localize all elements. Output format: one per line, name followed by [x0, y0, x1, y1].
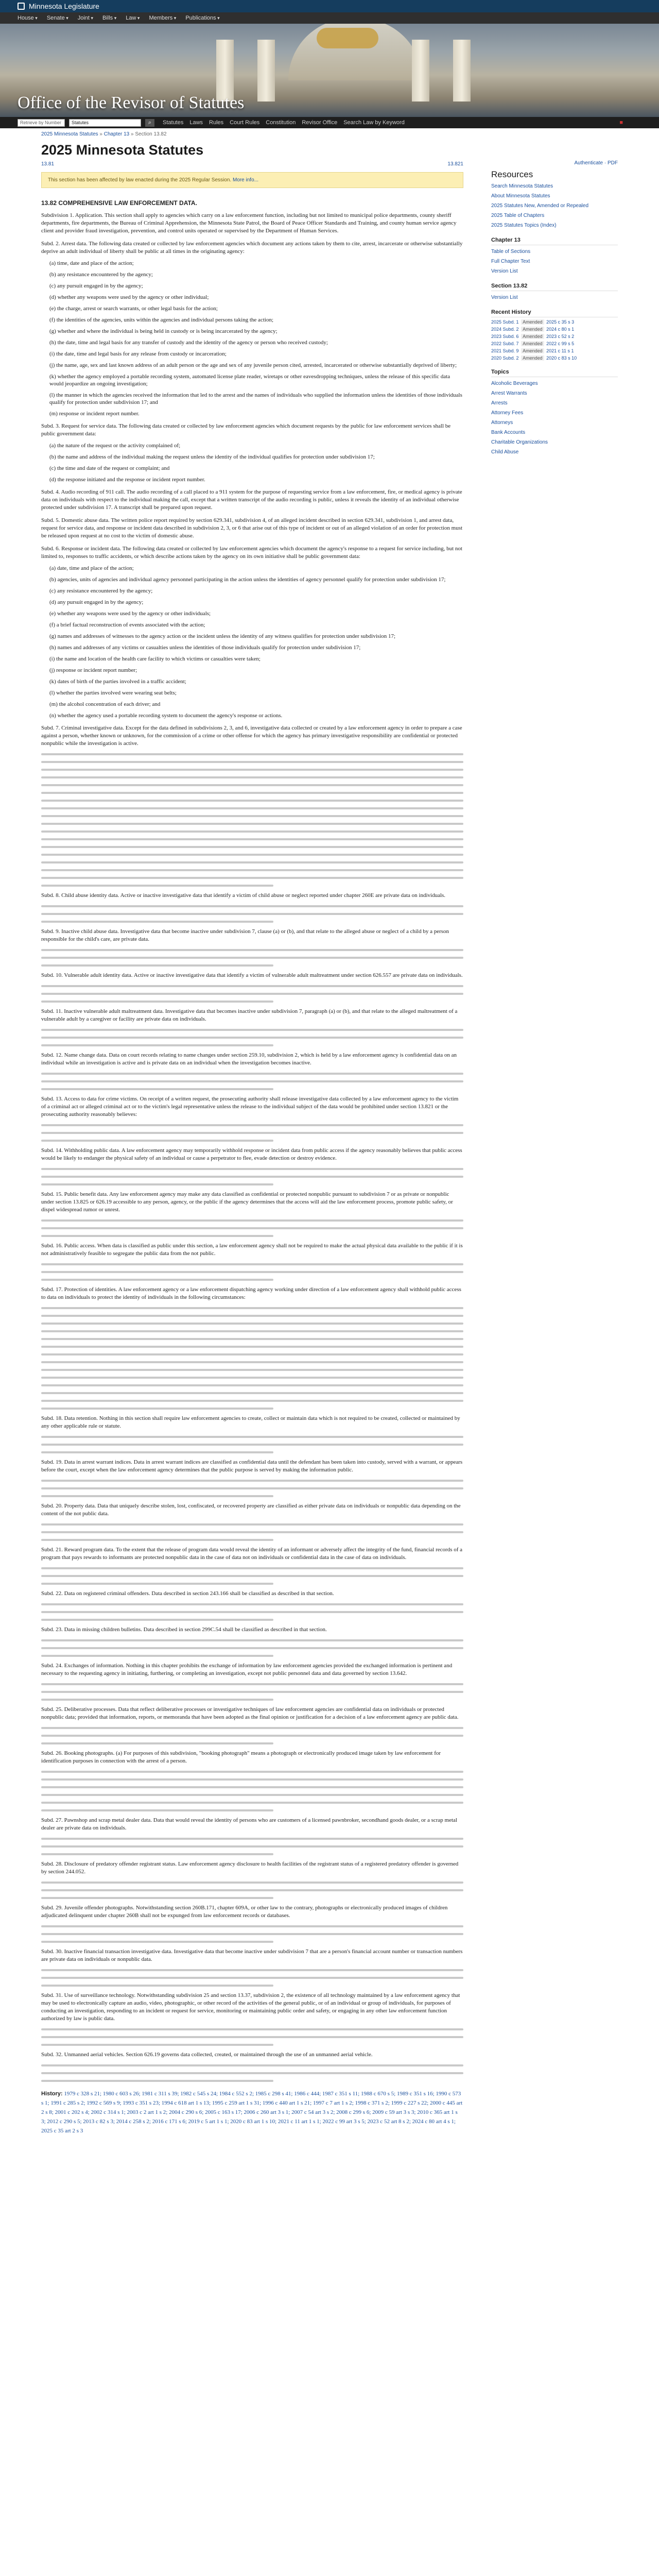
text-line — [41, 1361, 463, 1363]
subdivision-text: Subd. 25. Deliberative processes. Data that reflect deliberative processes or investigative techniques of law enforcement agencies are confidential data on individuals or protected nonpublic data; provided that information, reports, or memoranda that have been adopted as the final opinion or justification for a decision of a law enforcement agency are public data. — [41, 1706, 459, 1720]
subdivision-text: Subd. 6. Response or incident data. The following data created or collected by law enforcement agencies which document the agency's response to a request for service including, but not limited to, responses to traffic accidents, or which describe actions taken by the agency on its own initiative shall be public government data: — [41, 546, 462, 560]
section-version-link[interactable]: Version List — [491, 295, 518, 300]
text-line — [41, 854, 463, 856]
list-item: (m) response or incident report number. — [49, 411, 140, 417]
history-label: History: — [41, 2091, 63, 2097]
history-year: 2025 Subd. 1 — [491, 319, 519, 325]
list-item: (b) agencies, units of agencies and individual agency personnel participating in the action unless the identities of agency personnel qualify for protection under subdivision 17; — [49, 577, 446, 583]
history-row[interactable] — [491, 341, 618, 346]
topic-link[interactable]: Arrest Warrants — [491, 391, 527, 396]
breadcrumb — [41, 131, 618, 137]
list-item: (b) any resistance encountered by the agency; — [49, 272, 153, 278]
site-name[interactable]: Minnesota Legislature — [29, 2, 99, 10]
text-line — [41, 1330, 463, 1332]
resource-link[interactable]: Search Minnesota Statutes — [491, 183, 553, 189]
nav-law[interactable]: Law ▾ — [126, 15, 140, 21]
topic-link[interactable]: Attorney Fees — [491, 410, 524, 416]
list-item: (l) the manner in which the agencies received the information that led to the arrest and the names of individuals who supplied the information unless the identities of those individuals qualify for protection under subdivision 17; and — [49, 392, 462, 405]
crumb-separator: » — [129, 131, 135, 137]
text-line — [41, 1727, 463, 1729]
text-line — [41, 1124, 463, 1126]
text-line — [41, 1495, 273, 1497]
text-line — [41, 1786, 463, 1788]
text-line — [41, 800, 463, 802]
text-line — [41, 1925, 463, 1927]
nav-senate[interactable]: Senate ▾ — [47, 15, 68, 21]
list-item: (e) the charge, arrest or search warrants, or other legal basis for the action; — [49, 306, 218, 312]
history-year: 2023 Subd. 6 — [491, 334, 519, 339]
text-line — [41, 1941, 273, 1943]
history-year: 2022 Subd. 7 — [491, 341, 519, 346]
history-row[interactable] — [491, 327, 618, 332]
text-line — [41, 1691, 463, 1693]
text-line — [41, 1853, 273, 1855]
link-laws[interactable]: Laws — [189, 120, 203, 126]
sidebar — [491, 160, 618, 455]
notice-text: This section has been affected by law enacted during the 2025 Regular Session. — [48, 177, 232, 183]
text-line — [41, 1037, 463, 1039]
subdivision-text: Subd. 30. Inactive financial transaction investigative data. Investigative data that become inactive under subdivision 7 that are a person's financial account number or transaction numbers are private data on individuals or nonpublic data. — [41, 1948, 463, 1962]
list-item: (b) the name and address of the individual making the request unless the identity of the individual qualifies for protection under subdivision 17; — [49, 454, 375, 460]
text-line — [41, 1400, 463, 1402]
topics-heading: Topics — [491, 369, 618, 377]
text-line — [41, 1384, 463, 1386]
text-line — [41, 1809, 273, 1811]
subdivision-text: Subd. 24. Exchanges of information. Nothing in this chapter prohibits the exchange of information by law enforcement agencies provided the exchanged information is pertinent and necessary to the requesting agency in initiating, furthering, or completing an investigation, except not public personnel data and data governed by section 13.642. — [41, 1663, 453, 1676]
subdivision-text: Subd. 22. Data on registered criminal offenders. Data described in section 243.166 shall be classified as described in that section. — [41, 1590, 334, 1597]
subdivision-text: Subd. 9. Inactive child abuse data. Investigative data that become inactive under subdivision 7, clause (a) or (b), and that relate to the alleged abuse or neglect of a child by a person responsible for the child's care, are private data. — [41, 928, 449, 942]
main-nav — [0, 12, 659, 24]
text-line — [41, 1436, 463, 1438]
list-item: (f) the identities of the agencies, units within the agencies and individual persons taking the action; — [49, 317, 273, 323]
subdivision-text: Subd. 17. Protection of identities. A law enforcement agency or a law enforcement dispatching agency working under direction of a law enforcement agency shall withhold public access to data on individuals to protect the identity of individuals in the following circumstances: — [41, 1286, 461, 1300]
topics-list — [491, 380, 618, 455]
text-line — [41, 1271, 463, 1273]
text-line — [41, 1977, 463, 1979]
text-line — [41, 1227, 463, 1229]
quadriga-sculpture-image — [317, 28, 378, 48]
text-line — [41, 1683, 463, 1685]
text-line — [41, 1838, 463, 1840]
link-rules[interactable]: Rules — [209, 120, 224, 126]
topic-link[interactable]: Charitable Organizations — [491, 439, 548, 445]
column-image — [412, 40, 429, 101]
subdivision-text: Subd. 11. Inactive vulnerable adult maltreatment data. Investigative data that becomes inactive under subdivision 7, paragraph (a) or (b), and that relate to the alleged maltreatment of a vulnerable adult by a caregiver or facility are private data on individuals. — [41, 1008, 458, 1022]
text-line — [41, 2036, 463, 2038]
text-line — [41, 753, 463, 755]
history-status: Amended — [521, 319, 544, 325]
text-line — [41, 792, 463, 794]
history-cite: 2020 c 83 s 10 — [546, 355, 577, 361]
list-item: (g) whether and where the individual is being held in custody or is being incarcerated by the agency; — [49, 328, 278, 334]
text-line — [41, 1699, 273, 1701]
text-line — [41, 1845, 463, 1848]
text-line — [41, 985, 463, 987]
text-line — [41, 1619, 273, 1621]
text-line — [41, 1897, 273, 1899]
text-line — [41, 905, 463, 907]
subd2-list — [41, 260, 463, 417]
recent-history-list — [491, 319, 618, 361]
list-item: (c) the time and date of the request or complaint; and — [49, 465, 170, 471]
text-line — [41, 1523, 463, 1526]
text-line — [41, 1219, 463, 1222]
text-line — [41, 993, 463, 995]
text-line — [41, 1794, 463, 1796]
authenticate-link[interactable]: Authenticate — [574, 160, 603, 166]
history-row[interactable] — [491, 348, 618, 353]
resource-link[interactable]: About Minnesota Statutes — [491, 193, 550, 199]
text-line — [41, 2064, 463, 2066]
text-line — [41, 1539, 273, 1541]
subdivision-text: Subd. 26. Booking photographs. (a) For purposes of this subdivision, "booking photograph" means a photograph or electronically produced image taken by law enforcement for identification purposes in connection with the arrest of a person. — [41, 1750, 441, 1764]
history-year: 2020 Subd. 2 — [491, 355, 519, 361]
subdivision-text: Subd. 2. Arrest data. The following data created or collected by law enforcement agencies which document any actions taken by them to cite, arrest, incarcerate or otherwise substantially deprive an adult individual of liberty shall be public at all times in the originating agency: — [41, 241, 463, 255]
subdivision-text: Subd. 29. Juvenile offender photographs. Notwithstanding section 260B.171, chapter 609A, or other law to the contrary, photographs or electronically produced images of children adjudicated delinquent under chapter 260B shall not be expunged from law enforcement records or databases. — [41, 1905, 448, 1919]
search-bar — [0, 117, 659, 128]
subdivision-text: Subd. 4. Audio recording of 911 call. The audio recording of a call placed to a 911 system for the purpose of requesting service from a law enforcement, fire, or medical agency is private data on individuals with respect to the individual making the call, except that a written transcript of the audio recording is public, unless it reveals the identity of an individual otherwise protected under subdivision 17. A transcript shall be prepared upon request. — [41, 489, 462, 511]
text-line — [41, 1132, 463, 1134]
text-line — [41, 1575, 463, 1577]
text-line — [41, 1583, 273, 1585]
history-citations[interactable]: 1979 c 328 s 21; 1980 c 603 s 26; 1981 c 311 s 39; 1982 c 545 s 24; 1984 c 552 s 2; 1985 c 298 s 41; 1986 c 444; 1987 c 351 s 11; 1988 c 670 s 5; 1989 c 351 s 16; 1990 c 573 s 1; 1991 c 285 s 2; 1992 c 569 s 9; 1993 c 351 s 23; 1994 c 618 art 1 s 13; 1995 c 259 art 1 s 31; 1996 c 440 art 1 s 21; 1997 c 7 art 1 s 2; 1998 c 371 s 2; 1999 c 227 s 22; 2000 c 445 art 2 s 8; 2001 c 202 s 4; 2002 c 314 s 1; 2003 c 2 art 1 s 2; 2004 c 290 s 6; 2005 c 163 s 17; 2006 c 260 art 3 s 1; 2007 c 54 art 3 s 2; 2008 c 299 s 6; 2009 c 59 art 3 s 3; 2010 c 365 art 1 s 3; 2012 c 290 s 5; 2013 c 82 s 3; 2014 c 258 s 2; 2016 c 171 s 6; 2019 c 5 art 1 s 1; 2020 c 83 art 1 s 10; 2021 c 11 art 1 s 1; 2022 c 99 art 3 s 5; 2023 c 52 art 8 s 2; 2024 c 80 art 4 s 1; 2025 c 35 art 2 s 3 — [41, 2091, 463, 2134]
text-line — [41, 1567, 463, 1569]
subd6-list — [41, 565, 463, 719]
text-line — [41, 1735, 463, 1737]
history-cite: 2021 c 11 s 1 — [546, 348, 574, 353]
subdivision-text: Subd. 3. Request for service data. The following data created or collected by law enforcement agencies which document requests by the public for law enforcement services shall be public government data: — [41, 423, 451, 437]
subdivision-text: Subd. 10. Vulnerable adult identity data. Active or inactive investigative data that identify a victim of vulnerable adult maltreatment under section 626.557 are private data on individuals. — [41, 972, 463, 978]
subdivision-text: Subd. 18. Data retention. Nothing in this section shall require law enforcement agencies to create, collect or maintain data which is not required to be created, collected or maintained by any other applicable rule or statute. — [41, 1415, 460, 1429]
list-item: (a) the nature of the request or the activity complained of; — [49, 443, 181, 449]
subdivision-text: Subd. 8. Child abuse identity data. Active or inactive investigative data that identify a victim of child abuse or neglect reported under chapter 260E are private data on individuals. — [41, 892, 446, 899]
session-notice — [41, 172, 463, 188]
list-item: (e) whether any weapons were used by the agency or other individuals; — [49, 611, 211, 617]
topic-link[interactable]: Bank Accounts — [491, 430, 526, 435]
subdivision-text: Subd. 20. Property data. Data that uniquely describe stolen, lost, confiscated, or recovered property are classified as either private data on individuals or nonpublic data depending on the content of the not public data. — [41, 1503, 461, 1517]
subdivision-text: Subd. 21. Reward program data. To the extent that the release of program data would reveal the identity of an informant or adversely affect the integrity of the fund, financial records of a program that pays rewards to informants are protected nonpublic data in the case of data not on individuals or confidential data in the case of data on individuals. — [41, 1547, 463, 1561]
text-line — [41, 861, 463, 863]
text-line — [41, 831, 463, 833]
next-section-link[interactable]: 13.821 — [447, 161, 463, 167]
text-line — [41, 885, 273, 887]
prev-section-link[interactable]: 13.81 — [41, 161, 55, 167]
list-item: (d) any pursuit engaged in by the agency; — [49, 599, 144, 605]
text-line — [41, 1140, 273, 1142]
authenticate-bar: Authenticate · PDF — [574, 160, 618, 166]
text-line — [41, 776, 463, 778]
subdivision-text: Subd. 5. Domestic abuse data. The written police report required by section 629.341, subdivision 4, of an alleged incident described in section 629.341, subdivision 1, and arrest data, request for service data, and response or incident data described in subdivision 2, 3, or 6 that arise out of this type of incident or out of an alleged violation of an order for protection must be released upon request at no cost to the victim of domestic abuse. — [41, 517, 463, 539]
subdivision-text: Subd. 23. Data in missing children bulletins. Data described in section 299C.54 shall be classified as described in that section. — [41, 1626, 327, 1633]
history-status: Amended — [521, 355, 544, 361]
text-line — [41, 1001, 273, 1003]
subdivision-text: Subd. 13. Access to data for crime victims. On receipt of a written request, the prosecuting authority shall release investigative data collected by a law enforcement agency to the victim of a criminal act or alleged criminal act or to the victim's legal representative unless the release to the individual subject of the data would be prohibited under section 13.821 or the prosecuting authority reasonably believes: — [41, 1096, 459, 1117]
text-line — [41, 1771, 463, 1773]
text-line — [41, 921, 273, 923]
crumb-section: Section 13.82 — [135, 131, 167, 137]
text-line — [41, 1480, 463, 1482]
topic-link[interactable]: Attorneys — [491, 420, 513, 426]
crumb-statutes[interactable]: 2025 Minnesota Statutes — [41, 131, 98, 137]
text-line — [41, 784, 463, 786]
history-cite: 2023 c 52 s 2 — [546, 334, 575, 339]
list-item: (k) dates of birth of the parties involved in a traffic accident; — [49, 679, 186, 685]
subdivision-text: Subdivision 1. Application. This section shall apply to agencies which carry on a law enforcement function, including but not limited to municipal police departments, county sheriff departments, fire departments, the Bureau of Criminal Apprehension, the Minnesota State Patrol, the Board of Peace Officer Standards and Training, and county human service agency client and provider fraud investigation, prevention, and control units operated or supervised by the Department of Human Services. — [41, 212, 457, 234]
subdivision-text: Subd. 32. Unmanned aerial vehicles. Section 626.19 governs data collected, created, or maintained through the use of an unmanned aerial vehicle. — [41, 2052, 373, 2058]
text-line — [41, 1802, 463, 1804]
text-line — [41, 761, 463, 763]
text-line — [41, 815, 463, 817]
text-line — [41, 1778, 463, 1781]
link-revisor-office[interactable]: Revisor Office — [302, 120, 338, 126]
nav-publications[interactable]: Publications ▾ — [185, 15, 219, 21]
subdivision-text: Subd. 14. Withholding public data. A law enforcement agency may temporarily withhold response or incident data from public access if the agency reasonably believes that public access would be likely to endanger the physical safety of an individual or cause a perpetrator to flee, evade detection or destroy evidence. — [41, 1147, 462, 1161]
history-row[interactable] — [491, 319, 618, 325]
page-title: 2025 Minnesota Statutes — [41, 142, 204, 158]
text-line — [41, 1307, 463, 1309]
print-icon[interactable]: ■ — [619, 120, 623, 126]
subdivision-text: Subd. 28. Disclosure of predatory offender registrant status. Law enforcement agency disclosure to health facilities of the registrant status of a registered predatory offender is governed by section 244.052. — [41, 1861, 459, 1875]
resource-link[interactable]: 2025 Statutes New, Amended or Repealed — [491, 203, 589, 209]
text-line — [41, 949, 463, 951]
topic-link[interactable]: Alcoholic Beverages — [491, 381, 538, 386]
text-line — [41, 2072, 463, 2074]
nav-bills[interactable]: Bills ▾ — [102, 15, 116, 21]
chapter-link[interactable]: Version List — [491, 268, 518, 274]
text-line — [41, 877, 463, 879]
text-line — [41, 1487, 463, 1489]
text-line — [41, 1323, 463, 1325]
resources-title: Resources — [491, 170, 533, 179]
text-line — [41, 1451, 273, 1453]
text-line — [41, 1080, 463, 1082]
history-year: 2024 Subd. 2 — [491, 327, 519, 332]
text-line — [41, 1392, 463, 1394]
nav-house[interactable]: House ▾ — [18, 15, 38, 21]
subdivision-text: Subd. 19. Data in arrest warrant indices. Data in arrest warrant indices are classified as confidential data until the defendant has been taken into custody, served with a warrant, or appears before the court, except when the law enforcement agency determines that the public purpose is served by making the information public. — [41, 1459, 463, 1473]
resource-link[interactable]: 2025 Table of Chapters — [491, 213, 545, 218]
list-item: (n) whether the agency used a portable recording system to document the agency's response or actions. — [49, 713, 283, 719]
search-scope-select[interactable]: Statutes — [69, 119, 141, 127]
text-line — [41, 1369, 463, 1371]
text-line — [41, 769, 463, 771]
nav-members[interactable]: Members ▾ — [149, 15, 176, 21]
subdivision-text: Subd. 7. Criminal investigative data. Except for the data defined in subdivisions 2, 3, and 6, investigative data collected or created by a law enforcement agency in order to prepare a case against a person, whether known or unknown, for the commission of a crime or other offense for which the agency has primary investigative responsibility are confidential or protected nonpublic while the investigation is active. — [41, 725, 462, 747]
text-line — [41, 957, 463, 959]
resource-link[interactable]: 2025 Statutes Topics (Index) — [491, 223, 557, 228]
list-item: (d) the response initiated and the response or incident report number. — [49, 477, 205, 483]
list-item: (m) the alcohol concentration of each driver; and — [49, 701, 161, 707]
text-line — [41, 1176, 463, 1178]
text-line — [41, 1639, 463, 1641]
text-line — [41, 2044, 273, 2046]
text-line — [41, 1408, 273, 1410]
section-side-heading: Section 13.82 — [491, 283, 618, 291]
history-cite: 2022 c 99 s 5 — [546, 341, 575, 346]
list-item: (h) the date, time and legal basis for any transfer of custody and the identity of the agency or person who received custody; — [49, 340, 328, 346]
text-line — [41, 1044, 273, 1046]
pdf-link[interactable]: PDF — [608, 160, 618, 166]
list-item: (f) a brief factual reconstruction of events associated with the action; — [49, 622, 205, 628]
text-line — [41, 1377, 463, 1379]
subdivision-text: Subd. 16. Public access. When data is classified as public under this section, a law enforcement agency shall not be required to make the actual physical data available to the public if it is not administratively feasible to segregate the public data from the not public. — [41, 1243, 463, 1257]
remaining-subdivisions — [41, 724, 463, 2082]
search-icon: ⌕ — [148, 119, 152, 126]
text-line — [41, 1315, 463, 1317]
list-item: (c) any pursuit engaged in by the agency; — [49, 283, 143, 289]
mn-logo-icon — [18, 3, 25, 10]
link-search-keyword[interactable]: Search Law by Keyword — [343, 120, 405, 126]
resources-list — [491, 183, 618, 229]
text-line — [41, 1183, 273, 1185]
statute-body — [41, 159, 463, 2136]
text-line — [41, 823, 463, 825]
content-wrapper — [41, 128, 618, 2134]
chapter-link[interactable]: Full Chapter Text — [491, 259, 530, 264]
text-line — [41, 1603, 463, 1605]
list-item: (c) any resistance encountered by the agency; — [49, 588, 153, 594]
text-line — [41, 1263, 463, 1265]
text-line — [41, 1969, 463, 1971]
text-line — [41, 1611, 463, 1613]
list-item: (g) names and addresses of witnesses to the agency action or the incident unless the identity of any witness qualifies for protection under subdivision 17; — [49, 633, 396, 639]
text-line — [41, 1279, 273, 1281]
history-status: Amended — [521, 341, 544, 346]
subdivision-text: Subd. 31. Use of surveillance technology. Notwithstanding subdivision 25 and section 13.37, subdivision 2, the existence of all technology maintained by a law enforcement agency that may be used to electronically capture an audio, video, photographic, or other record of the activities of the general public, or of an individual or group of individuals, for purposes of conducting an investigation, responding to an incident or request for service, monitoring or maintaining public order and safety, or engaging in any other law enforcement function authorized by law is public data. — [41, 1992, 460, 2022]
text-line — [41, 869, 463, 871]
text-line — [41, 1933, 463, 1935]
section-links — [491, 294, 618, 301]
column-image — [216, 40, 234, 101]
recent-history-heading: Recent History — [491, 309, 618, 317]
chapter-heading: Chapter 13 — [491, 237, 618, 245]
list-item: (j) response or incident report number; — [49, 667, 137, 673]
chapter-link[interactable]: Table of Sections — [491, 249, 531, 255]
section-heading: 13.82 COMPREHENSIVE LAW ENFORCEMENT DATA. — [41, 199, 197, 207]
hero-title: Office of the Revisor of Statutes — [18, 93, 245, 112]
history-status: Amended — [521, 348, 544, 353]
history-status: Amended — [521, 334, 544, 339]
link-constitution[interactable]: Constitution — [266, 120, 296, 126]
history-cite: 2024 c 80 s 1 — [546, 327, 575, 332]
text-line — [41, 2080, 273, 2082]
text-line — [41, 2028, 463, 2030]
list-item: (a) date, time and place of the action; — [49, 565, 134, 571]
subdivision-text: Subd. 27. Pawnshop and scrap metal dealer data. Data that would reveal the identity of persons who are customers of a licensed pawnbroker, secondhand goods dealer, or a scrap metal dealer are private data on individuals. — [41, 1817, 457, 1831]
nav-joint[interactable]: Joint ▾ — [78, 15, 93, 21]
text-line — [41, 838, 463, 840]
crumb-separator: » — [98, 131, 104, 137]
history-row[interactable] — [491, 334, 618, 339]
history-status: Amended — [521, 327, 544, 332]
list-item: (j) the name, age, sex and last known address of an adult person or the age and sex of any juvenile person cited, arrested, incarcerated or otherwise substantially deprived of liberty; — [49, 362, 457, 368]
list-item: (h) names and addresses of any victims or casualties unless the identities of those individuals qualify for protection under subdivision 17; — [49, 645, 361, 651]
history-block — [41, 2089, 463, 2136]
hero-banner — [0, 24, 659, 117]
text-line — [41, 1655, 273, 1657]
text-line — [41, 1647, 463, 1649]
history-cite: 2025 c 35 s 3 — [546, 319, 575, 325]
list-item: (l) whether the parties involved were wearing seat belts; — [49, 690, 177, 696]
topic-link[interactable]: Arrests — [491, 400, 508, 406]
list-item: (d) whether any weapons were used by the agency or other individual; — [49, 294, 209, 300]
search-button[interactable] — [145, 119, 154, 127]
topic-link[interactable]: Child Abuse — [491, 449, 519, 455]
chapter-links — [491, 248, 618, 275]
subd3-list — [41, 442, 463, 483]
text-line — [41, 1985, 273, 1987]
text-line — [41, 807, 463, 809]
column-image — [257, 40, 275, 101]
list-item: (k) whether the agency employed a portable recording system, automated license plate reader, wiretaps or other eavesdropping techniques, unless the release of this specific data would jeopardize an ongoing investigation; — [49, 374, 450, 387]
text-line — [41, 1073, 463, 1075]
list-item: (i) the date, time and legal basis for any release from custody or incarceration; — [49, 351, 227, 357]
history-year: 2021 Subd. 9 — [491, 348, 519, 353]
column-image — [453, 40, 471, 101]
subdivision-text: Subd. 15. Public benefit data. Any law enforcement agency may make any data classified as confidential or protected nonpublic pursuant to subdivision 7 or as private or nonpublic under section 13.825 or 626.19 accessible to any person, agency, or the public if the agency determines that the access will aid the law enforcement process, promote public safety, or dispel widespread rumor or unrest. — [41, 1191, 453, 1213]
list-item: (i) the name and location of the health care facility to which victims or casualties were taken; — [49, 656, 261, 662]
text-line — [41, 846, 463, 848]
retrieve-number-input[interactable]: Retrieve by Number — [18, 119, 65, 127]
crumb-chapter[interactable]: Chapter 13 — [103, 131, 130, 137]
site-header — [0, 0, 659, 12]
text-line — [41, 964, 273, 967]
notice-more-link[interactable]: More info... — [232, 177, 258, 183]
text-line — [41, 1346, 463, 1348]
text-line — [41, 1088, 273, 1090]
link-statutes[interactable]: Statutes — [163, 120, 184, 126]
text-line — [41, 1235, 273, 1237]
text-line — [41, 1742, 273, 1744]
text-line — [41, 1531, 463, 1533]
link-court-rules[interactable]: Court Rules — [230, 120, 260, 126]
subdivision-text: Subd. 12. Name change data. Data on court records relating to name changes under section 259.10, subdivision 2, which is held by a law enforcement agency is confidential data on an individual while an investigation is active and is private data on an individual when the investigation becomes inactive. — [41, 1052, 457, 1066]
text-line — [41, 1353, 463, 1355]
text-line — [41, 1168, 463, 1170]
history-row[interactable] — [491, 355, 618, 361]
section-nav — [41, 161, 463, 167]
text-line — [41, 1889, 463, 1891]
list-item: (a) time, date and place of the action; — [49, 260, 134, 266]
text-line — [41, 1338, 463, 1340]
text-line — [41, 1444, 463, 1446]
text-line — [41, 913, 463, 915]
text-line — [41, 1882, 463, 1884]
text-line — [41, 1029, 463, 1031]
